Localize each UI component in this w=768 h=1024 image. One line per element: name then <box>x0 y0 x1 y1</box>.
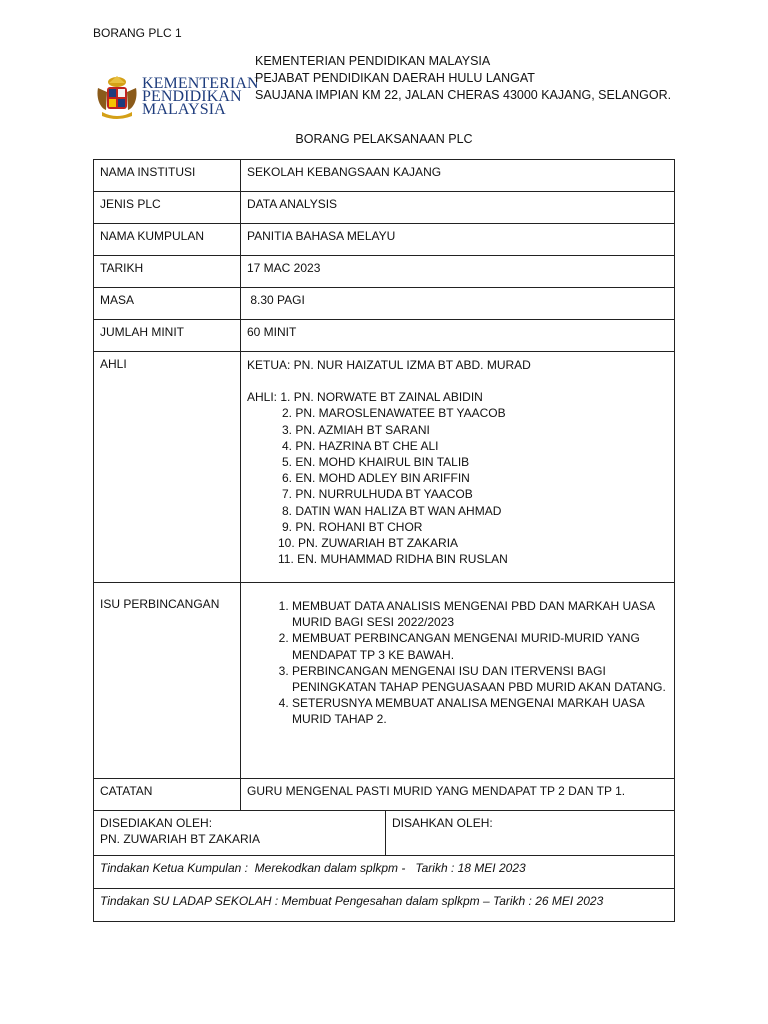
isu-item: 1. MEMBUAT DATA ANALISIS MENGENAI PBD DAN MARKAH UASA MURID BAGI SESI 2022/2023 <box>292 598 668 630</box>
letterhead-line-3: SAUJANA IMPIAN KM 22, JALAN CHERAS 43000 KAJANG, SELANGOR. <box>255 88 672 102</box>
form-code: BORANG PLC 1 <box>93 26 182 40</box>
tindakan-su: Tindakan SU LADAP SEKOLAH : Membuat Pengesahan dalam splkpm – Tarikh : 26 MEI 2023 <box>94 889 675 922</box>
member-item: 4. PN. HAZRINA BT CHE ALI <box>282 438 439 453</box>
member-item: 11. EN. MUHAMMAD RIDHA BIN RUSLAN <box>278 552 508 567</box>
label-jenis: JENIS PLC <box>94 192 241 224</box>
member-item: 5. EN. MOHD KHAIRUL BIN TALIB <box>282 455 470 470</box>
row-jenis <box>94 192 675 224</box>
prepared-by-label: DISEDIAKAN OLEH: <box>100 816 213 830</box>
wordmark-line-2: PENDIDIKAN <box>142 88 242 105</box>
row-catatan <box>94 779 675 811</box>
label-institusi: NAMA INSTITUSI <box>94 160 241 192</box>
row-ahli <box>94 352 675 583</box>
member-item: AHLI: 1. PN. NORWATE BT ZAINAL ABIDIN <box>247 390 483 405</box>
label-kumpulan: NAMA KUMPULAN <box>94 224 241 256</box>
member-item: 6. EN. MOHD ADLEY BIN ARIFFIN <box>282 471 470 486</box>
member-item: 10. PN. ZUWARIAH BT ZAKARIA <box>278 536 459 551</box>
isu-item: 4. SETERUSNYA MEMBUAT ANALISA MENGENAI MARKAH UASA MURID TAHAP 2. <box>292 695 668 727</box>
label-isu <box>94 583 241 779</box>
ministry-logo <box>94 74 259 120</box>
row-signatures <box>94 811 675 856</box>
row-tindakan-ketua <box>94 856 675 889</box>
row-institusi <box>94 160 675 192</box>
signature-table <box>94 811 674 855</box>
value-isu <box>241 583 675 779</box>
wordmark-line-3: MALAYSIA <box>142 101 226 118</box>
letterhead <box>255 53 671 104</box>
value-kumpulan: PANITIA BAHASA MELAYU <box>241 224 675 256</box>
label-minit: JUMLAH MINIT <box>94 320 241 352</box>
member-list <box>247 389 668 567</box>
isu-item: 3. PERBINCANGAN MENGENAI ISU DAN ITERVENSI BAGI PENINGKATAN TAHAP PENGUASAAN PBD MURID AKAN DATANG. <box>292 663 668 695</box>
signature-cell <box>94 811 675 856</box>
row-tarikh <box>94 256 675 288</box>
ketua-line: KETUA: PN. NUR HAIZATUL IZMA BT ABD. MURAD <box>247 358 531 372</box>
value-ahli <box>241 352 675 583</box>
letterhead-line-2: PEJABAT PENDIDIKAN DAERAH HULU LANGAT <box>255 71 535 85</box>
row-tindakan-su <box>94 889 675 922</box>
plc-form-table <box>93 159 675 922</box>
approved-by-box <box>386 811 675 855</box>
value-institusi: SEKOLAH KEBANGSAAN KAJANG <box>241 160 675 192</box>
member-item: 8. DATIN WAN HALIZA BT WAN AHMAD <box>282 503 502 518</box>
row-masa <box>94 288 675 320</box>
coat-of-arms-icon <box>94 74 140 120</box>
value-masa: 8.30 PAGI <box>241 288 675 320</box>
wordmark-line-1: KEMENTERIAN <box>142 75 259 92</box>
prepared-by-name: PN. ZUWARIAH BT ZAKARIA <box>100 832 261 847</box>
approved-by-label: DISAHKAN OLEH: <box>392 816 493 830</box>
isu-list <box>247 598 668 728</box>
value-minit: 60 MINIT <box>241 320 675 352</box>
row-kumpulan <box>94 224 675 256</box>
row-isu <box>94 583 675 779</box>
prepared-by-box <box>94 811 386 855</box>
value-tarikh: 17 MAC 2023 <box>241 256 675 288</box>
member-item: 9. PN. ROHANI BT CHOR <box>282 519 423 534</box>
isu-item: 2. MEMBUAT PERBINCANGAN MENGENAI MURID-MURID YANG MENDAPAT TP 3 KE BAWAH. <box>292 630 668 662</box>
label-ahli: AHLI <box>94 352 241 583</box>
member-item: 7. PN. NURRULHUDA BT YAACOB <box>282 487 473 502</box>
letterhead-line-1: KEMENTERIAN PENDIDIKAN MALAYSIA <box>255 54 491 68</box>
label-tarikh: TARIKH <box>94 256 241 288</box>
tindakan-ketua: Tindakan Ketua Kumpulan : Merekodkan dalam splkpm - Tarikh : 18 MEI 2023 <box>94 856 675 889</box>
row-minit <box>94 320 675 352</box>
member-item: 2. PN. MAROSLENAWATEE BT YAACOB <box>282 406 506 421</box>
value-jenis: DATA ANALYSIS <box>241 192 675 224</box>
value-catatan: GURU MENGENAL PASTI MURID YANG MENDAPAT TP 2 DAN TP 1. <box>241 779 675 811</box>
ministry-wordmark <box>142 77 259 116</box>
form-title: BORANG PELAKSANAAN PLC <box>295 132 473 146</box>
label-masa: MASA <box>94 288 241 320</box>
isu-label-text: ISU PERBINCANGAN <box>100 597 220 611</box>
member-item: 3. PN. AZMIAH BT SARANI <box>282 422 430 437</box>
label-catatan: CATATAN <box>94 779 241 811</box>
